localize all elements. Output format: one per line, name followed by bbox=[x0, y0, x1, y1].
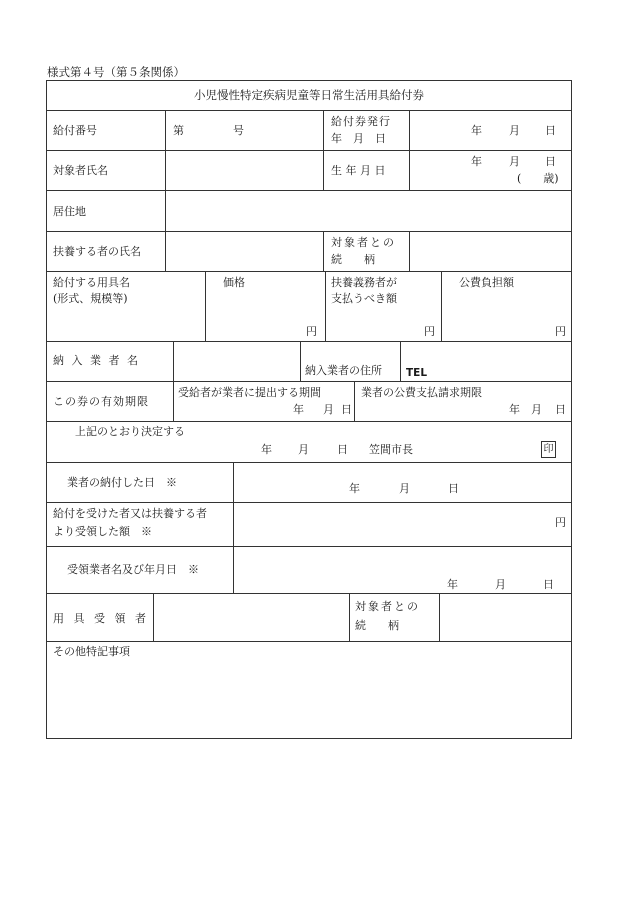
rule bbox=[400, 341, 401, 381]
receipt-label: 受領業者名及び年月日 ※ bbox=[67, 563, 199, 576]
rule bbox=[439, 593, 440, 641]
rule bbox=[47, 190, 571, 191]
vendor-tel-label: TEL bbox=[406, 367, 428, 379]
received-amount-label-sub: より受領した額 ※ bbox=[53, 525, 152, 538]
rule bbox=[409, 110, 410, 190]
seal-mark: 印 bbox=[541, 441, 556, 458]
birth-month: 月 bbox=[509, 155, 520, 168]
recipient-name-label: 対象者氏名 bbox=[53, 164, 108, 177]
received-amount-label: 給付を受けた者又は扶養する者 bbox=[53, 507, 207, 520]
rule bbox=[47, 381, 571, 382]
submission-month: 月 bbox=[323, 403, 334, 416]
ticket-number-go: 号 bbox=[233, 124, 244, 137]
rule bbox=[47, 421, 571, 422]
decision-year: 年 bbox=[261, 443, 272, 456]
receipt-day: 日 bbox=[543, 578, 554, 591]
guardian-pay-label: 扶養義務者が bbox=[331, 276, 397, 289]
rule bbox=[165, 231, 166, 271]
birth-year: 年 bbox=[471, 155, 482, 168]
rule bbox=[441, 271, 442, 341]
decision-day: 日 bbox=[337, 443, 348, 456]
rule bbox=[165, 110, 166, 231]
item-name-sub: (形式、規模等) bbox=[53, 292, 128, 305]
validity-label: この券の有効期限 bbox=[53, 395, 149, 408]
decision-text: 上記のとおり決定する bbox=[75, 425, 185, 438]
issue-month: 月 bbox=[509, 124, 520, 137]
rule bbox=[354, 381, 355, 421]
rule bbox=[47, 150, 571, 151]
decision-month: 月 bbox=[298, 443, 309, 456]
ticket-number-label: 給付番号 bbox=[53, 124, 97, 137]
price-yen: 円 bbox=[306, 325, 317, 338]
rule bbox=[47, 502, 571, 503]
item-name-label: 給付する用具名 bbox=[53, 276, 130, 289]
guardian-relation-label: 対象者との bbox=[331, 236, 396, 249]
rule bbox=[47, 546, 571, 547]
vendor-name-label: 納 入 業 者 名 bbox=[53, 354, 140, 367]
issue-day: 日 bbox=[545, 124, 556, 137]
rule bbox=[47, 341, 571, 342]
delivery-day: 日 bbox=[448, 482, 459, 495]
form-title: 小児慢性特定疾病児童等日常生活用具給付券 bbox=[194, 88, 424, 102]
ticket-number-dai: 第 bbox=[173, 124, 184, 137]
claim-year: 年 bbox=[509, 403, 520, 416]
rule bbox=[349, 593, 350, 641]
rule bbox=[47, 231, 571, 232]
guardian-pay-yen: 円 bbox=[424, 325, 435, 338]
issue-date-label-sub: 年 月 日 bbox=[331, 132, 386, 145]
guardian-name-label: 扶養する者の氏名 bbox=[53, 245, 141, 258]
rule bbox=[173, 381, 174, 421]
item-recipient-label: 用 具 受 領 者 bbox=[53, 612, 149, 625]
received-amount-yen: 円 bbox=[555, 516, 566, 529]
issue-date-label: 給付券発行 bbox=[331, 115, 391, 128]
price-label: 価格 bbox=[223, 276, 245, 289]
rule bbox=[47, 593, 571, 594]
rule bbox=[409, 231, 410, 271]
rule bbox=[173, 341, 174, 381]
receipt-year: 年 bbox=[447, 578, 458, 591]
mayor-label: 笠間市長 bbox=[369, 443, 413, 456]
submission-day: 日 bbox=[341, 403, 352, 416]
delivery-month: 月 bbox=[399, 482, 410, 495]
rule bbox=[47, 641, 571, 642]
recipient-relation-label-sub: 続 柄 bbox=[355, 619, 399, 632]
claim-month: 月 bbox=[531, 403, 542, 416]
rule bbox=[47, 462, 571, 463]
form-number: 様式第４号（第５条関係） bbox=[47, 65, 185, 79]
issue-year: 年 bbox=[471, 124, 482, 137]
vendor-address-label: 納入業者の住所 bbox=[305, 364, 382, 377]
rule bbox=[323, 110, 324, 190]
guardian-pay-sub: 支払うべき額 bbox=[331, 292, 397, 305]
age: ( 歳) bbox=[517, 172, 559, 185]
delivery-date-label: 業者の納付した日 ※ bbox=[67, 476, 177, 489]
receipt-month: 月 bbox=[495, 578, 506, 591]
delivery-year: 年 bbox=[349, 482, 360, 495]
rule bbox=[325, 271, 326, 341]
public-share-yen: 円 bbox=[555, 325, 566, 338]
rule bbox=[300, 341, 301, 381]
birth-day: 日 bbox=[545, 155, 556, 168]
other-notes-label: その他特記事項 bbox=[53, 645, 130, 658]
submission-period-label: 受給者が業者に提出する期間 bbox=[178, 386, 321, 399]
rule bbox=[153, 593, 154, 641]
address-label: 居住地 bbox=[53, 205, 86, 218]
guardian-relation-label-sub: 続 柄 bbox=[331, 253, 375, 266]
rule bbox=[323, 231, 324, 271]
grant-ticket-form bbox=[46, 80, 572, 739]
claim-deadline-label: 業者の公費支払請求期限 bbox=[361, 386, 482, 399]
rule bbox=[205, 271, 206, 341]
submission-year: 年 bbox=[293, 403, 304, 416]
claim-day: 日 bbox=[555, 403, 566, 416]
rule bbox=[47, 271, 571, 272]
birth-date-label: 生 年 月 日 bbox=[331, 164, 386, 177]
rule bbox=[233, 462, 234, 593]
public-share-label: 公費負担額 bbox=[459, 276, 514, 289]
recipient-relation-label: 対象者との bbox=[355, 600, 420, 613]
rule bbox=[47, 110, 571, 111]
